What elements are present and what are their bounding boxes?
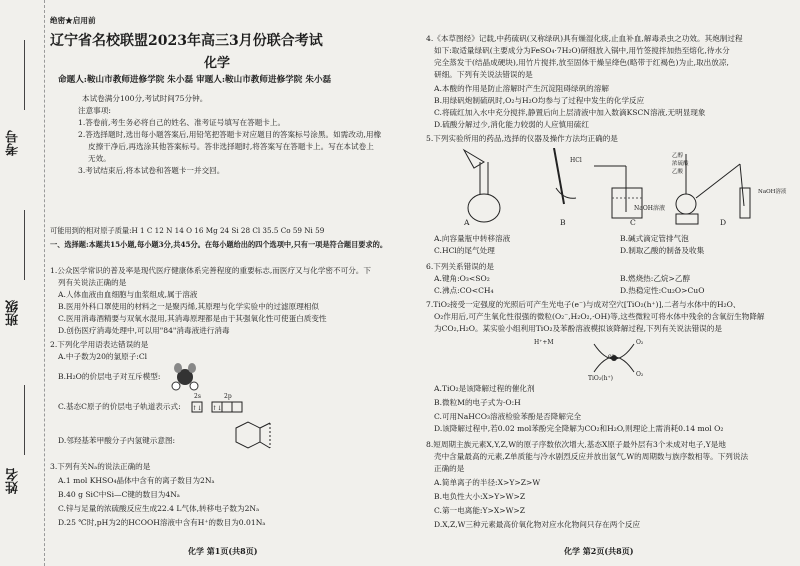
note-line: 皮擦干净后,再选涂其他答案标号。答非选择题时,将答案写在答题卡上。写在本试卷上 <box>88 142 374 151</box>
orbital-2p: 2p <box>224 393 232 400</box>
q2-option: A.中子数为20的氯原子:Cl <box>58 352 148 361</box>
q6-option: A.键角:O₃<SO₂ <box>434 274 490 283</box>
atomic-masses: 可能用到的相对原子质量:H 1 C 12 N 14 O 16 Mg 24 Si 28 Cl 35.5 Co 59 Ni 59 <box>50 226 325 235</box>
salicylic-acid-structure <box>226 420 276 456</box>
q4-option: B.用绿矾炮制硫矾时,O₂与H₂O均参与了过程中发生的化学反应 <box>434 96 645 105</box>
q8-option: D.X,Z,W三种元素最高价氧化物对应水化物间只存在两个反应 <box>434 520 641 529</box>
note-line: 3.考试结束后,将本试卷和答题卡一并交回。 <box>78 166 225 175</box>
q8-stem: 壳中含量最高的元素,Z单质能与冷水剧烈反应并放出氢气,W的周期数与族序数相等。下列说法 <box>434 452 749 461</box>
q4-option: A.本酸的作用是防止溶解时产生沉淀阻碍绿矾的溶解 <box>434 84 609 93</box>
note-line: 1.答卷前,考生务必将自己的姓名、准考证号填写在答题卡上。 <box>78 118 286 127</box>
q7-option: D.该降解过程中,若0.02 mol苯酚完全降解为CO₂和H₂O,则理论上需消耗0.14 mol O₂ <box>434 424 724 433</box>
page-1-footer: 化学 第1页(共8页) <box>188 546 258 556</box>
q7-stem: 7.TiO₂接受一定强度的光照后可产生光电子(e⁻)与成对空穴[TiO₂(h⁺)],二者与水体中的H₂O、 <box>426 300 741 309</box>
q7-label: O₂ <box>636 371 644 378</box>
q1-stem: 列有关说法正确的是 <box>58 278 127 287</box>
q7-label: TiO₂(h⁺) <box>588 375 613 382</box>
q7-stem: O₂作用后,可产生氧化性很强的微粒(O₂⁻,H₂O₂,·OH)等,这些微粒可将水体中残余的含氧衍生物降解 <box>434 312 765 321</box>
notes-title: 注意事项: <box>78 106 111 115</box>
q4-option: C.将硫红加入水中充分搅拌,静置后向上层清液中加入数滴KSCN溶液,无明显现象 <box>434 108 706 117</box>
q2-option: B.H₂O的价层电子对互斥模型: <box>58 372 161 381</box>
page-2 <box>424 0 796 566</box>
q5-apparatus <box>444 148 787 228</box>
q2-option: D.邻羟基苯甲酸分子内氢键示意图: <box>58 436 176 445</box>
q5-acetic-label: 乙酸 <box>672 169 684 175</box>
q7-stem: 为CO₂,H₂O。某实验小组利用TiO₂及苯酚溶液模拟该降解过程,下列有关说法错误的是 <box>434 324 722 333</box>
q1-option: C.医用消毒酒精要与双氧水混用,其消毒原理都是由于其强氧化性可使蛋白质变性 <box>58 314 327 323</box>
q5-label-a: A <box>464 218 470 227</box>
q5-naoh-label-d: NaOH溶液 <box>758 189 787 195</box>
q5-ethanol-label: 乙醇 <box>672 153 684 159</box>
q8-option: C.第一电离能:Y>X>W>Z <box>434 506 526 515</box>
q8-option: B.电负性大小:X>Y>W>Z <box>434 492 526 501</box>
binding-strip <box>0 0 45 566</box>
q5-sulfuric-label: 浓硫酸 <box>672 161 689 167</box>
q7-label: H⁺+M <box>534 339 554 346</box>
q5-option: C.HCl的尾气处理 <box>434 246 495 255</box>
q7-option: B.微粒M的电子式为·O:H <box>434 398 521 407</box>
orbital-2p-fill: ↑↓ <box>212 405 223 412</box>
q5-naoh-label-c: NaOH溶液 <box>634 205 665 212</box>
q6-option: D.热稳定性:Cu₂O>CuO <box>620 286 705 295</box>
exam-number-label: 考号 <box>6 130 21 156</box>
note-line: 2.答选择题时,选出每小题答案后,用铅笔把答题卡对应题目的答案标号涂黑。如需改动,用橡 <box>78 130 382 139</box>
q1-stem: 1.公众医学常识的普及率是现代医疗健康体系完善程度的重要标志,而医疗又与化学密不可分。下 <box>50 266 371 275</box>
q8-stem: 8.短周期主族元素X,Y,Z,W的原子序数依次增大,基态X原子最外层有3个未成对电子,Y是地 <box>426 440 726 449</box>
q8-stem: 正确的是 <box>434 464 465 473</box>
exam-number-line <box>24 40 25 110</box>
q3-option: A.1 mol KHSO₄晶体中含有的离子数目为2Nₐ <box>58 476 215 485</box>
q1-option: B.医用外科口罩使用的材料之一是聚丙烯,其原理与化学实验中的过滤原理相似 <box>58 302 319 311</box>
q5-label-d: D <box>720 218 727 227</box>
q7-option: A.TiO₂是该降解过程的催化剂 <box>434 384 535 393</box>
q2-stem: 2.下列化学用语表达错误的是 <box>50 340 149 349</box>
q7-label: O₂ <box>636 339 644 346</box>
page-2-footer: 化学 第2页(共8页) <box>564 546 634 556</box>
name-label: 姓名 <box>6 468 21 494</box>
orbital-2s: 2s <box>194 393 201 400</box>
q3-option: B.40 g SiC中Si—C键的数目为4Nₐ <box>58 490 180 499</box>
water-vsepr-model <box>168 362 202 392</box>
q5-label-b: B <box>560 218 566 227</box>
q5-option: B.碱式滴定管排气泡 <box>620 234 689 243</box>
q4-stem: 完全蒸发干(结晶成硬块),用竹片搅拌,放至固体干燥呈绛色(略带于红褐色)为止,取出放凉, <box>434 58 729 67</box>
q5-stem: 5.下列实验所用的药品,选择的仪器及操作方法均正确的是 <box>426 134 618 143</box>
q7-option: C.可用NaHCO₃溶液检验苯酚是否降解完全 <box>434 412 582 421</box>
q4-stem: 如下:取适量绿矾(主要成分为FeSO₄·7H₂O)研细放入锅中,用竹签搅拌加热至熔化,待水分 <box>434 46 730 55</box>
score-info: 本试卷满分100分,考试时间75分钟。 <box>82 94 208 103</box>
note-line: 无效。 <box>88 154 111 163</box>
q7-label: e⁻ <box>608 353 615 360</box>
section-header: 一、选择题:本题共15小题,每小题3分,共45分。在每小题给出的四个选项中,只有一项是符合题目要求的。 <box>50 240 388 249</box>
orbital-2s-fill: ↑↓ <box>192 405 203 412</box>
q3-stem: 3.下列有关Nₐ的说法正确的是 <box>50 462 151 471</box>
class-label: 班级 <box>6 300 21 326</box>
q6-option: C.沸点:CO<CH₄ <box>434 286 494 295</box>
q4-option: D.硫酸分解过少,消化能力较弱的人应慎用硫红 <box>434 120 589 129</box>
name-line <box>24 385 25 455</box>
confidential-badge: 绝密★启用前 <box>50 16 96 25</box>
page-1 <box>48 0 416 566</box>
q1-option: D.创伤医疗消毒处理中,可以用"84"消毒液进行消毒 <box>58 326 230 335</box>
q6-stem: 6.下列关系错误的是 <box>426 262 494 271</box>
q5-hcl-label: HCl <box>570 157 582 164</box>
subject-title: 化学 <box>204 56 231 71</box>
q5-option: A.向容量瓶中转移溶液 <box>434 234 511 243</box>
q4-stem: 研细。下列有关说法错误的是 <box>434 70 533 79</box>
q3-option: D.25 ℃时,pH为2的HCOOH溶液中含有H⁺的数目为0.01Nₐ <box>58 518 266 527</box>
authors-line: 命题人:鞍山市教师进修学院 朱小磊 审题人:鞍山市教师进修学院 朱小磊 <box>58 75 332 85</box>
exam-title: 辽宁省名校联盟2023年高三3月份联合考试 <box>50 33 323 49</box>
q2-option: C.基态C原子的价层电子轨道表示式: <box>58 402 181 411</box>
q3-option: C.锌与足量的浓硫酸反应生成22.4 L气体,转移电子数为2Nₐ <box>58 504 260 513</box>
q5-option: D.制取乙酸的制备及收集 <box>620 246 705 255</box>
class-line <box>24 210 25 280</box>
q8-option: A.简单离子的半径:X>Y>Z>W <box>434 478 541 487</box>
q1-option: A.人体血液由血细胞与血浆组成,属于溶液 <box>58 290 198 299</box>
q4-stem: 4.《本草图经》记载,中药硫矾(又称绿矾)具有燥湿化痰,止血补血,解毒杀虫之功效。其炮制过程 <box>426 34 743 43</box>
q5-label-c: C <box>630 218 636 227</box>
q6-option: B.燃烧热:乙烷>乙醇 <box>620 274 691 283</box>
